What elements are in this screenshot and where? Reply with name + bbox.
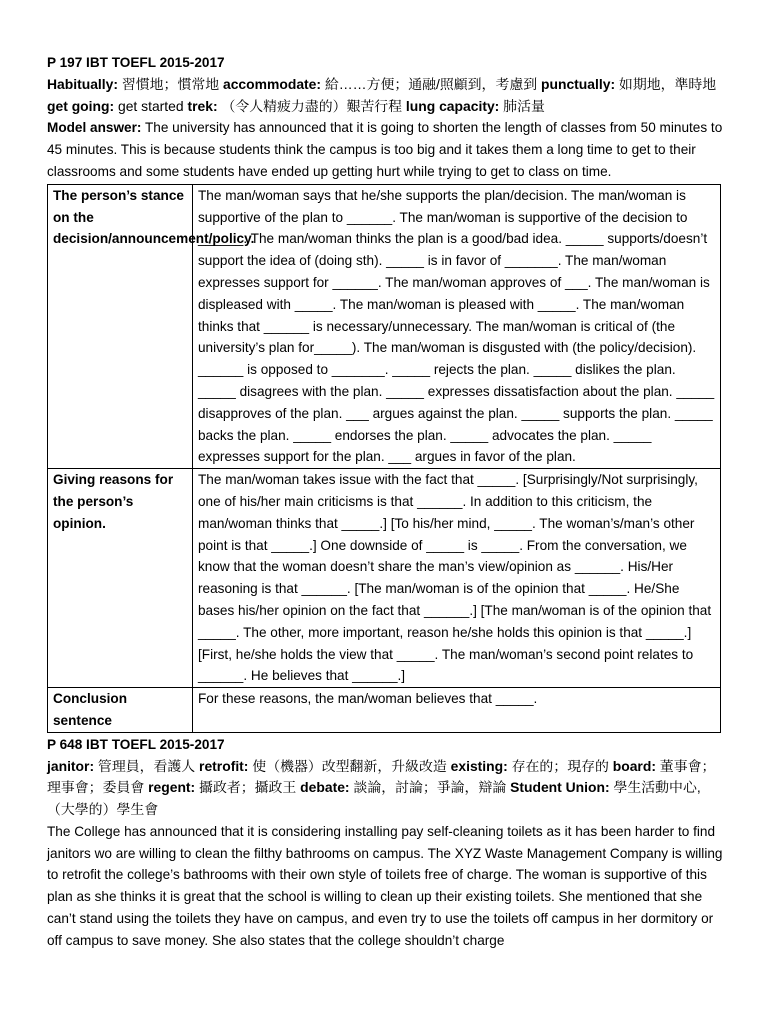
vocab-term: Student Union: [510,779,610,796]
vocab-term: debate: [300,779,350,796]
vocab-term: get going: [47,97,115,114]
vocab-term: janitor: [47,757,95,774]
vocab-term: retrofit: [199,757,249,774]
row-label: Conclusion sentence [48,688,193,733]
vocab-definition: 談論，討論；爭論，辯論 [349,779,511,796]
vocab-definition: 習慣地；慣常地 [118,75,223,92]
vocab-term: board: [612,757,656,774]
section2-body: The College has announced that it is considering installing pay self-cleaning toilets as it has been harder to find janitors wo are willing to clean the filthy bathrooms on campus. The XYZ Waste Management Company is willing to retrofit the college’s bathrooms with their own style of toilets free of charge. The woman is supportive of this plan as she thinks it is great that the school is willing to clean up their existing toilets. She mentioned that she can’t stand using the toilets they have on campus, and even try to use the toilets off campus in her dormitory or off campus to save money. She also states that the college shouldn’t charge [47,823,723,948]
table-row [48,688,721,733]
table-row [48,469,721,688]
vocab-definition: 存在的；現存的 [507,757,613,774]
vocab-term: existing: [450,757,508,774]
row-content: The man/woman takes issue with the fact that _____. [Surprisingly/Not surprisingly, one of his/her main criticisms is that ______. In addition to this criticism, the man/woman thinks that _____.] [To his/her mind, _____. The woman’s/man’s other point is that _____.] One downside of _____ is _____. From the conversation, we know that the woman doesn’t share the man’s view/opinion as ______. His/Her reasoning is that ______. [The man/woman is of the opinion that _____. He/She bases his/her opinion on the fact that ______.] [The man/woman is of the opinion that _____. The other, more important, reason he/she holds this opinion is that _____.] [First, he/she holds the view that _____. The man/woman’s second point relates to ______. He believes that ______.] [193,469,721,688]
vocab-definition: 肺活量 [499,97,545,114]
vocab-definition: 學生活動中心,（大學的）學生會 [47,779,701,818]
vocab-definition: 董事會；理事會；委員會 [47,757,716,796]
vocab-term: Habitually: [47,75,119,92]
section2-heading: P 648 IBT TOEFL 2015-2017 [47,736,225,752]
phrase-table [47,184,721,733]
row-label: Giving reasons for the person’s opinion. [48,469,193,688]
table-row [48,184,721,468]
section1-vocabulary [47,74,723,118]
model-answer-text: The university has announced that it is going to shorten the length of classes from 50 minutes to 45 minutes. This is because students think the campus is too big and it takes them a long time to get to their classrooms and some students have ended up getting hurt while trying to get to class on time. [47,120,723,179]
vocab-term: regent: [148,779,196,796]
vocab-definition: 給……方便；通融/照顧到，考慮到 [321,75,541,92]
vocab-term: trek: [187,97,218,114]
vocab-term: punctually: [540,75,616,92]
vocab-definition: 如期地，準時地 [615,75,717,92]
vocab-definition: 使（機器）改型翻新，升級改造 [248,757,451,774]
section1-heading: P 197 IBT TOEFL 2015-2017 [47,55,225,70]
row-label: The person’s stance on the decision/announcement/policy. [48,184,193,468]
vocab-term: lung capacity: [405,97,500,114]
vocab-definition: 管理員，看護人 [94,757,200,774]
vocab-definition: （令人精疲力盡的）艱苦行程 [217,97,406,114]
model-answer [47,117,723,182]
document-page [47,52,723,952]
row-content: The man/woman says that he/she supports the plan/decision. The man/woman is supportive of the plan to ______. The man/woman is supportive of the decision to ______. The man/woman thinks the plan is a good/bad idea. _____ supports/doesn’t support the idea of (doing sth). _____ is in favor of _______. The man/woman expresses support for ______. The man/woman approves of ___. The man/woman is displeased with _____. The man/woman is pleased with _____. The man/woman thinks that ______ is necessary/unnecessary. The man/woman is critical of (the university’s plan for_____). The man/woman is disgusted with (the policy/decision). ______ is opposed to _______. _____ rejects the plan. _____ dislikes the plan. _____ disagrees with the plan. _____ expresses dissatisfaction about the plan. _____ disapproves of the plan. ___ argues against the plan. _____ supports the plan. _____ backs the plan. _____ endorses the plan. _____ advocates the plan. _____ expresses support for the plan. ___ argues in favor of the plan. [193,184,721,468]
vocab-definition: get started [114,97,188,114]
section2-vocabulary [47,756,723,821]
model-answer-label: Model answer: [47,120,142,136]
vocab-term: accommodate: [222,75,322,92]
row-content: For these reasons, the man/woman believes that _____. [193,688,721,733]
vocab-definition: 攝政者；攝政王 [195,779,301,796]
